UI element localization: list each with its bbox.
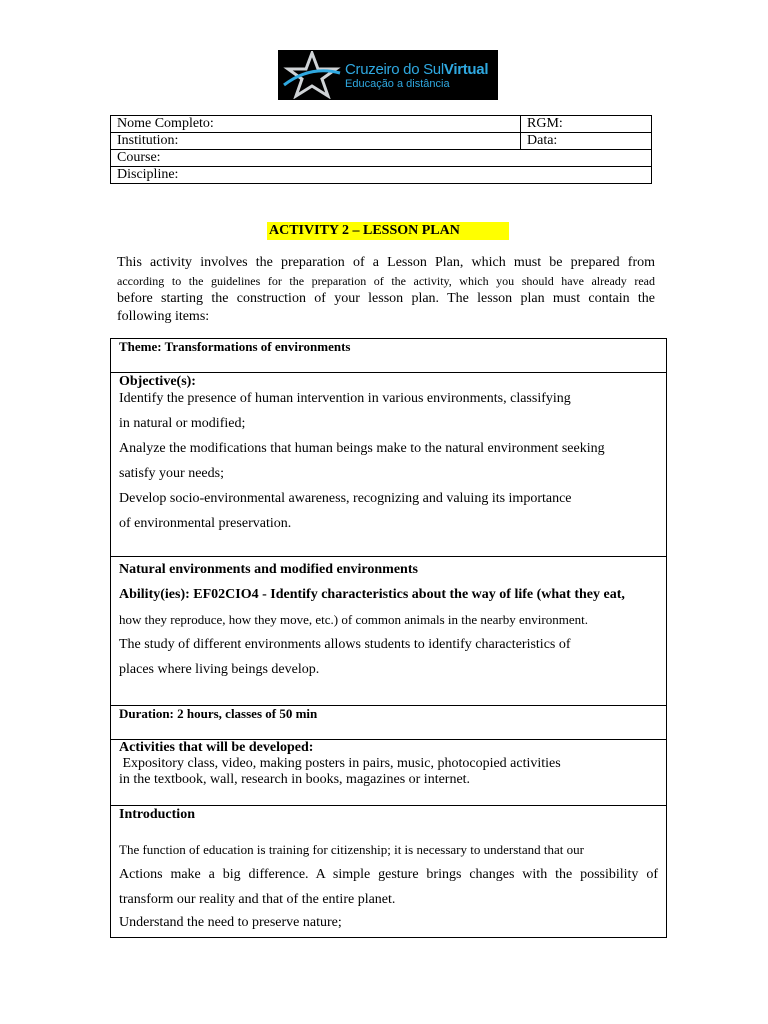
logo-tagline: Educação a distância	[345, 78, 450, 90]
introduction-line: Understand the need to preserve nature;	[119, 915, 342, 930]
intro-paragraph	[117, 254, 655, 326]
activity-title: ACTIVITY 2 – LESSON PLAN	[267, 222, 509, 240]
activities-heading: Activities that will be developed:	[119, 740, 314, 755]
introduction-heading: Introduction	[119, 807, 195, 822]
institution-cell: Institution:	[111, 133, 521, 150]
star-logo-icon	[280, 51, 344, 99]
ability-line: places where living beings develop.	[119, 662, 320, 677]
lesson-plan-table	[110, 338, 667, 938]
ability-heading: Ability(ies): EF02CIO4 - Identify characteristics about the way of life (what they eat,	[119, 587, 625, 602]
activities-section	[111, 739, 666, 805]
objectives-section	[111, 372, 666, 556]
introduction-line: transform our reality and that of the entire planet.	[119, 892, 396, 907]
logo-brand: Cruzeiro do SulVirtual	[345, 61, 489, 78]
theme-section	[111, 339, 666, 372]
objective-line: Identify the presence of human intervention in various environments, classifying	[119, 391, 571, 406]
intro-line: following items:	[117, 309, 210, 324]
intro-line: This activity involves the preparation of a Lesson Plan, which must be prepared from	[117, 255, 655, 270]
natural-heading: Natural environments and modified environments	[119, 562, 418, 577]
objective-line: Analyze the modifications that human beings make to the natural environment seeking	[119, 441, 605, 456]
activities-line: in the textbook, wall, research in books, magazines or internet.	[119, 772, 471, 787]
institution-logo	[278, 50, 498, 100]
objective-line: satisfy your needs;	[119, 466, 224, 481]
duration-section	[111, 705, 666, 739]
natural-environments-section	[111, 556, 666, 705]
full-name-cell: Nome Completo:	[111, 116, 521, 133]
intro-line: according to the guidelines for the preparation of the activity, which you should have already read	[117, 274, 655, 288]
activities-line: Expository class, video, making posters in pairs, music, photocopied activities	[119, 756, 561, 771]
date-cell: Data:	[521, 133, 652, 150]
objective-line: Develop socio-environmental awareness, recognizing and valuing its importance	[119, 491, 572, 506]
duration-text: Duration: 2 hours, classes of 50 min	[119, 706, 318, 721]
ability-line: how they reproduce, how they move, etc.) of common animals in the nearby environment.	[119, 612, 588, 627]
introduction-line: Actions make a big difference. A simple gesture brings changes with the possibility of	[119, 867, 658, 882]
objective-line: in natural or modified;	[119, 416, 246, 431]
logo-text	[345, 62, 488, 91]
rgm-cell: RGM:	[521, 116, 652, 133]
ability-line: The study of different environments allows students to identify characteristics of	[119, 637, 571, 652]
objectives-heading: Objective(s):	[119, 374, 196, 389]
introduction-section	[111, 805, 666, 937]
theme-text: Theme: Transformations of environments	[119, 339, 351, 354]
introduction-line: The function of education is training for citizenship; it is necessary to understand that our	[119, 842, 584, 857]
intro-line: before starting the construction of your lesson plan. The lesson plan must contain the	[117, 291, 655, 306]
student-info-table	[110, 115, 652, 184]
discipline-cell: Discipline:	[111, 167, 652, 184]
course-cell: Course:	[111, 150, 652, 167]
objective-line: of environmental preservation.	[119, 516, 292, 531]
